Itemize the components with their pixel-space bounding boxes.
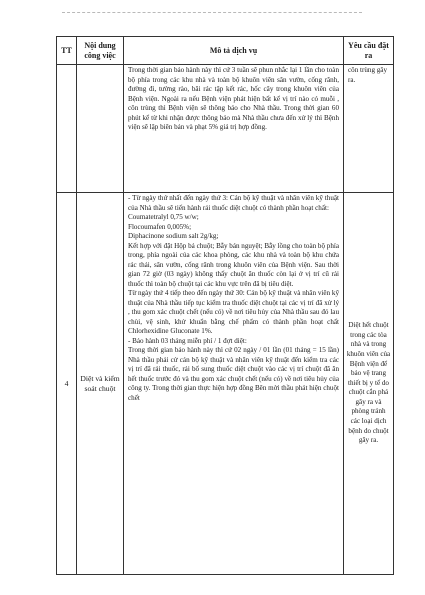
table-row	[57, 65, 394, 193]
description-paragraph: Trong thời gian bảo hành này thì cứ 02 ngày / 01 lần (01 tháng = 15 lần) Nhà thầu phải cử cán bộ kỹ thuật và nhân viên kỹ thuật đến kiểm tra các vị trí đã rải thuốc, rải bổ sung thuốc diệt chuột vào các vị trí chuột đã ăn hết thuốc trước đó và thu gom xác chuột chết (nếu có) về nơi tiêu hủy của công ty. Trong thời gian thực hiện hợp đồng Bên mời thầu phát hiện chuột chết	[128, 346, 339, 402]
header-row	[57, 37, 394, 65]
ingredient-line: Flocoumafen 0,005%;	[128, 222, 192, 231]
header-requirement: Yêu cầu đặt ra	[344, 37, 394, 65]
table-row	[57, 193, 394, 575]
row-4-description	[124, 193, 344, 575]
header-description: Mô tả dịch vụ	[124, 37, 344, 65]
row-4-tt: 4	[57, 193, 77, 575]
top-dashed-line	[62, 12, 362, 13]
row-cont-tt	[57, 65, 77, 193]
row-cont-content	[77, 65, 124, 193]
description-paragraph: - Từ ngày thứ nhất đến ngày thứ 3: Cán bộ kỹ thuật và nhân viên kỹ thuật của Nhà thầu sẽ tiến hành rải thuốc diệt chuột có thành phần hoạt chất:	[128, 194, 339, 212]
ingredient-line: Diphacinone sodium salt 2g/kg;	[128, 232, 219, 240]
header-tt: TT	[57, 37, 77, 65]
description-paragraph: Từ ngày thứ 4 tiếp theo đến ngày thứ 30: Cán bộ kỹ thuật và nhân viên kỹ thuật của Nhà thầu tiếp tục kiểm tra thuốc diệt chuột tại các vị trí đã xử lý , thu gom xác chuột chết (nếu có) về nơi tiêu hủy của Nhà thầu sau đó lau chùi, vệ sinh, khử khuẩn bằng chế phẩm có thành phần hoạt chất Chlorhexidine Gluconate 1%.	[128, 289, 339, 335]
description-paragraph: - Bảo hành 03 tháng miễn phí / 1 đợt diệt:	[128, 336, 247, 345]
ingredient-line: Coumatetralyl 0,75 w/w;	[128, 213, 199, 221]
header-content: Nội dung công việc	[77, 37, 124, 65]
row-cont-description: Trong thời gian bảo hành này thì cứ 3 tuần sẽ phun nhắc lại 1 lần cho toàn bộ phía trong các khu nhà và toàn bộ khuôn viên sân vườn, cống rãnh, đường đi, tường rào, bãi rác tập kết rác, hốc cây trong khuôn viên của Bệnh viện. Ngoài ra nếu Bệnh viện phát hiện bất kể vị trí nào có muỗi , côn trùng thì Bệnh viện sẽ thông báo cho Nhà thầu. Trong thời gian 60 phút kể từ khi nhận được thông báo mà Nhà thầu chưa đến xử lý thì Bệnh viện sẽ lập biên bản và phạt 5% giá trị hợp đồng.	[124, 65, 344, 193]
row-4-content: Diệt và kiểm soát chuột	[77, 193, 124, 575]
row-4-requirement: Diệt hết chuột trong các tòa nhà và trong khuôn viên của Bệnh viện để bảo vệ trang thiết bị y tế do chuột cắn phá gây ra và phòng tránh các loại dịch bệnh do chuột gây ra.	[344, 193, 394, 575]
description-paragraph: Kết hợp với đặt Hộp bả chuột; Bẫy bán nguyệt; Bẫy lồng cho toàn bộ phía trong, phía ngoài của các khoa phòng, các khu nhà và toàn bộ khu chứa rác thải, sân vườn, cống rãnh trong khuôn viên của Bệnh viện. Sau thời gian 72 giờ (03 ngày) không thấy chuột ăn thuốc còn lại ở vị trí cũ rải thuốc thì toàn bộ chuột tại các khu vực trên đã bị tiêu diệt.	[128, 241, 340, 288]
row-cont-requirement: côn trùng gây ra.	[344, 65, 394, 193]
service-table	[56, 36, 394, 575]
